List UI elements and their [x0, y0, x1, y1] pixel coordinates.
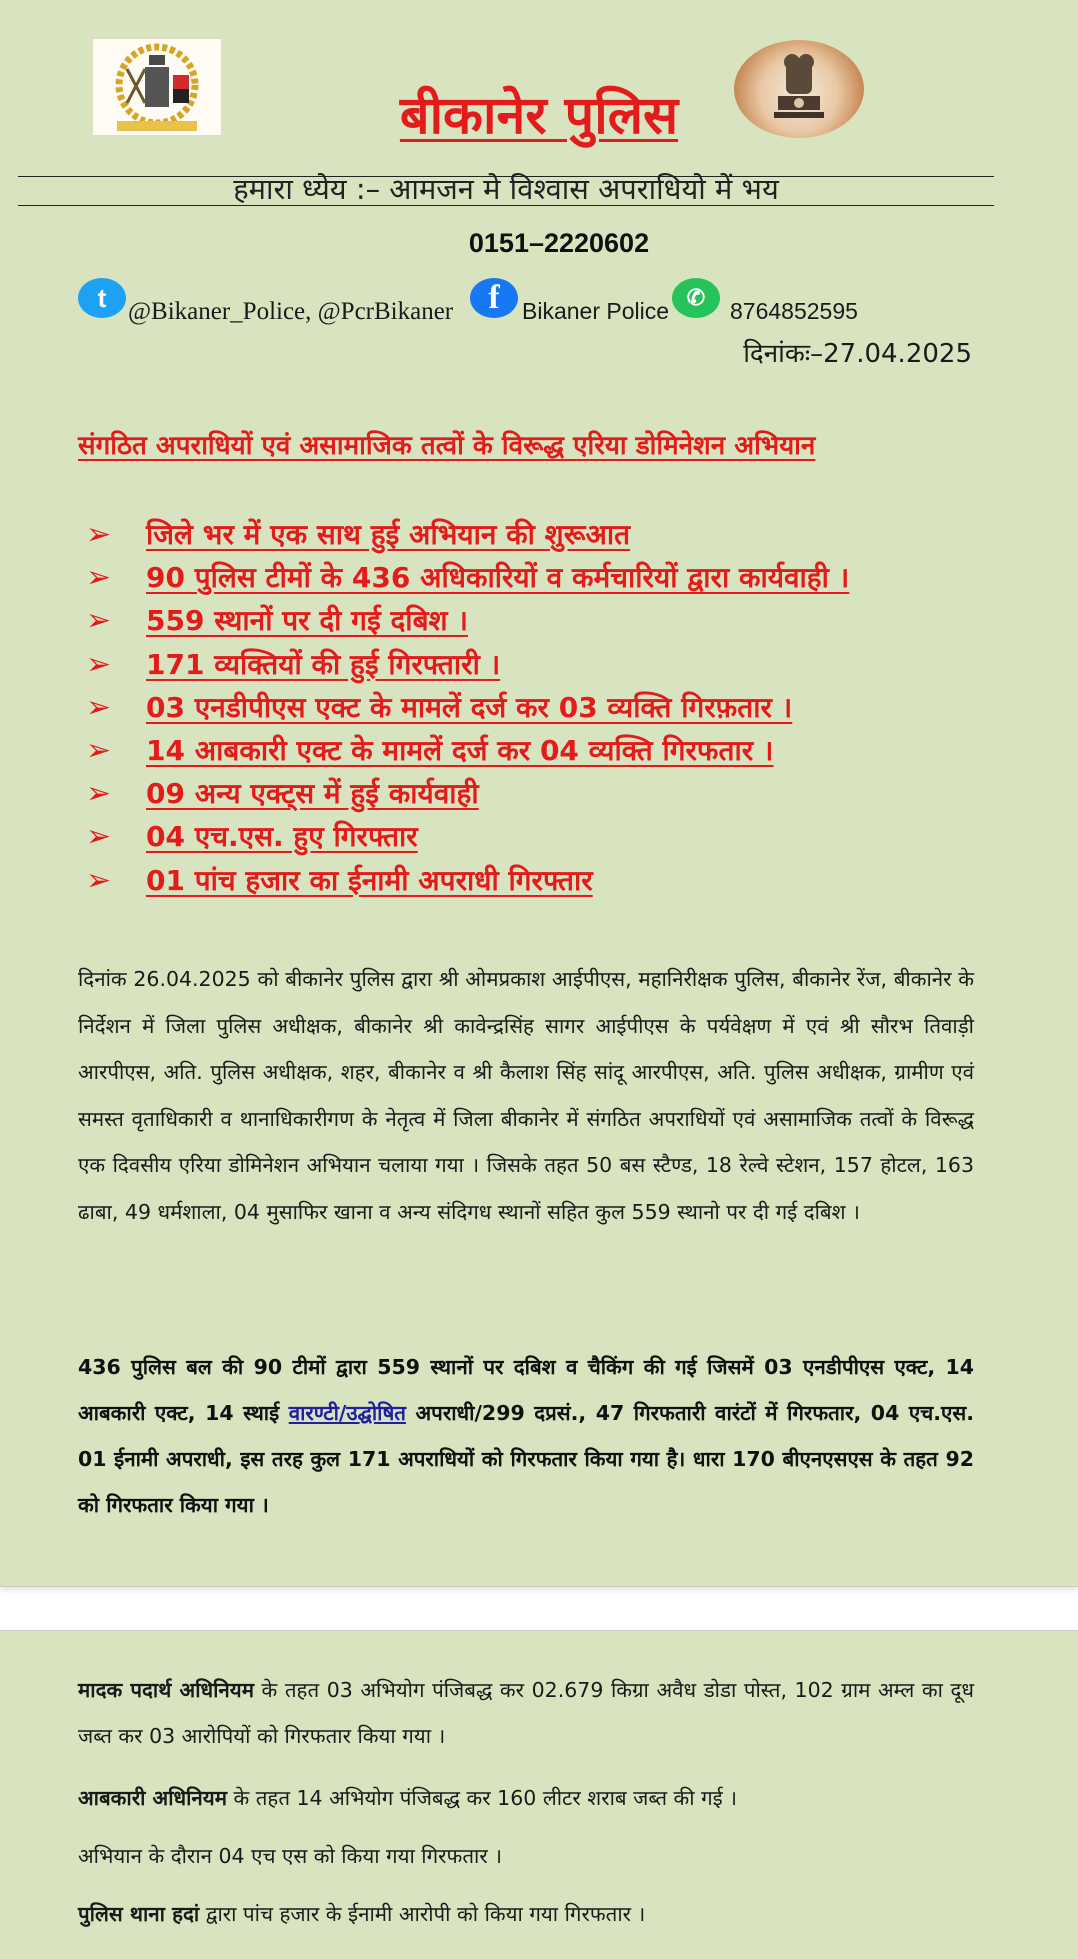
- arrow-bullet-icon: ➢: [86, 646, 112, 682]
- list-item: [80, 862, 1020, 905]
- twitter-icon: t: [78, 278, 126, 318]
- list-item: [80, 516, 1020, 559]
- narcotics-act-label: मादक पदार्थ अधिनियम: [78, 1678, 254, 1702]
- document-date: दिनांकः–27.04.2025: [743, 339, 972, 369]
- list-item: [80, 559, 1020, 602]
- highlights-list: [80, 516, 1020, 905]
- arrow-bullet-icon: ➢: [86, 776, 112, 812]
- highlight-text: 559 स्थानों पर दी गई दबिश ।: [146, 604, 468, 638]
- highlight-text: 90 पुलिस टीमों के 436 अधिकारियों व कर्मचारियों द्वारा कार्यवाही ।: [146, 561, 850, 595]
- hs-arrest-paragraph: [78, 1833, 974, 1879]
- arrow-bullet-icon: ➢: [86, 862, 112, 898]
- highlight-text: 04 एच.एस. हुए गिरफ्तार: [146, 820, 418, 854]
- body-paragraph-1: दिनांक 26.04.2025 को बीकानेर पुलिस द्वारा श्री ओमप्रकाश आईपीएस, महानिरीक्षक पुलिस, बीकानेर रेंज, बीकानेर के निर्देशन में जिला पुलिस अधीक्षक, बीकानेर श्री कावेन्द्रसिंह सागर आईपीएस के पर्यवेक्षण में एवं श्री सौरभ तिवाड़ी आरपीएस, अति. पुलिस अधीक्षक, शहर, बीकानेर व श्री कैलाश सिंह सांदू आरपीएस, अति. पुलिस अधीक्षक, ग्रामीण एवं समस्त वृताधिकारी व थानाधिकारीगण के नेतृत्व में जिला बीकानेर में संगठित अपराधियों एवं असामाजिक तत्वों के विरूद्ध एक दिवसीय एरिया डोमिनेशन अभियान चलाया गया । जिसके तहत 50 बस स्टैण्ड, 18 रेल्वे स्टेशन, 157 होटल, 163 ढाबा, 49 धर्मशाला, 04 मुसाफिर खाना व अन्य संदिगध स्थानों सहित कुल 559 स्थानो पर दी गई दबिश ।: [78, 967, 974, 1224]
- list-item: [80, 602, 1020, 645]
- list-item: [80, 775, 1020, 818]
- hs-arrest-text: अभियान के दौरान 04 एच एस को किया गया गिरफतार ।: [78, 1844, 503, 1868]
- paragraph-2-text-end: अपराधी/299 दप्रसं., 47 गिरफतारी वारंटों में गिरफतार, 04 एच.एस. 01 ईनामी अपराधी, इस तरह कुल 171 अपराधियों को गिरफतार किया गया है। धारा 170 बीएनएसएस के तहत 92 को गिरफतार किया गया ।: [78, 1401, 974, 1517]
- arrow-bullet-icon: ➢: [86, 732, 112, 768]
- facebook-icon: f: [470, 278, 518, 318]
- excise-act-paragraph: [78, 1775, 974, 1821]
- body-paragraph-2: [78, 1344, 974, 1528]
- highlight-text: 171 व्यक्तियों की हुई गिरफ्तारी ।: [146, 647, 501, 681]
- highlight-text: 09 अन्य एक्ट्स में हुई कार्यवाही: [146, 777, 479, 811]
- excise-act-label: आबकारी अधिनियम: [78, 1786, 227, 1810]
- list-item: [80, 818, 1020, 861]
- whatsapp-icon: ✆: [672, 278, 720, 318]
- organization-title: बीकानेर पुलिस: [399, 86, 679, 146]
- highlight-text: 03 एनडीपीएस एक्ट के मामलें दर्ज कर 03 व्यक्ति गिरफ़तार ।: [146, 690, 793, 724]
- facebook-name: Bikaner Police: [522, 298, 670, 324]
- whatsapp-number: 8764852595: [730, 298, 858, 324]
- list-item: [80, 646, 1020, 689]
- arrow-bullet-icon: ➢: [86, 560, 112, 596]
- phone-number: 0151–2220602: [468, 228, 650, 258]
- arrow-bullet-icon: ➢: [86, 517, 112, 552]
- arrow-bullet-icon: ➢: [86, 689, 112, 725]
- list-item: [80, 732, 1020, 775]
- narcotics-act-paragraph: [78, 1667, 974, 1759]
- document-page-2: [0, 1630, 1078, 1959]
- twitter-handle: @Bikaner_Police, @PcrBikaner: [128, 298, 454, 325]
- list-item: [80, 689, 1020, 732]
- paragraph-2-text-start: 436 पुलिस बल की 90 टीमों द्वारा 559 स्थानों पर दबिश व चैकिंग की गई जिसमें 03 एनडीपीएस एक्ट, 14 आबकारी एक्ट, 14 स्थाई: [78, 1355, 974, 1425]
- arrow-bullet-icon: ➢: [86, 819, 112, 855]
- warrant-link[interactable]: वारण्टी/उद्घोषित: [288, 1401, 406, 1425]
- highlight-text: जिले भर में एक साथ हुई अभियान की शुरूआत: [146, 518, 631, 551]
- narcotics-act-text: के तहत 03 अभियोग पंजिबद्ध कर 02.679 किग्रा अवैध डोडा पोस्त, 102 ग्राम अम्ल का दूध जब्त कर 03 आरोपियों को गिरफतार किया गया ।: [78, 1678, 975, 1748]
- reward-accused-text: द्वारा पांच हजार के ईनामी आरोपी को किया गया गिरफतार ।: [199, 1902, 646, 1926]
- excise-act-text: के तहत 14 अभियोग पंजिबद्ध कर 160 लीटर शराब जब्त की गई ।: [226, 1786, 737, 1810]
- reward-accused-paragraph: [78, 1891, 974, 1937]
- police-station-label: पुलिस थाना हदां: [78, 1902, 200, 1926]
- campaign-heading: संगठित अपराधियों एवं असामाजिक तत्वों के विरूद्ध एरिया डोमिनेशन अभियान: [78, 431, 816, 461]
- highlight-text: 14 आबकारी एक्ट के मामलें दर्ज कर 04 व्यक्ति गिरफतार ।: [146, 733, 774, 767]
- arrow-bullet-icon: ➢: [86, 603, 112, 639]
- motto-text: हमारा ध्येय :– आमजन मे विश्वास अपराधियो में भय: [233, 172, 779, 206]
- highlight-text: 01 पांच हजार का ईनामी अपराधी गिरफ्तार: [146, 863, 593, 897]
- motto-bottom-rule: [18, 205, 994, 206]
